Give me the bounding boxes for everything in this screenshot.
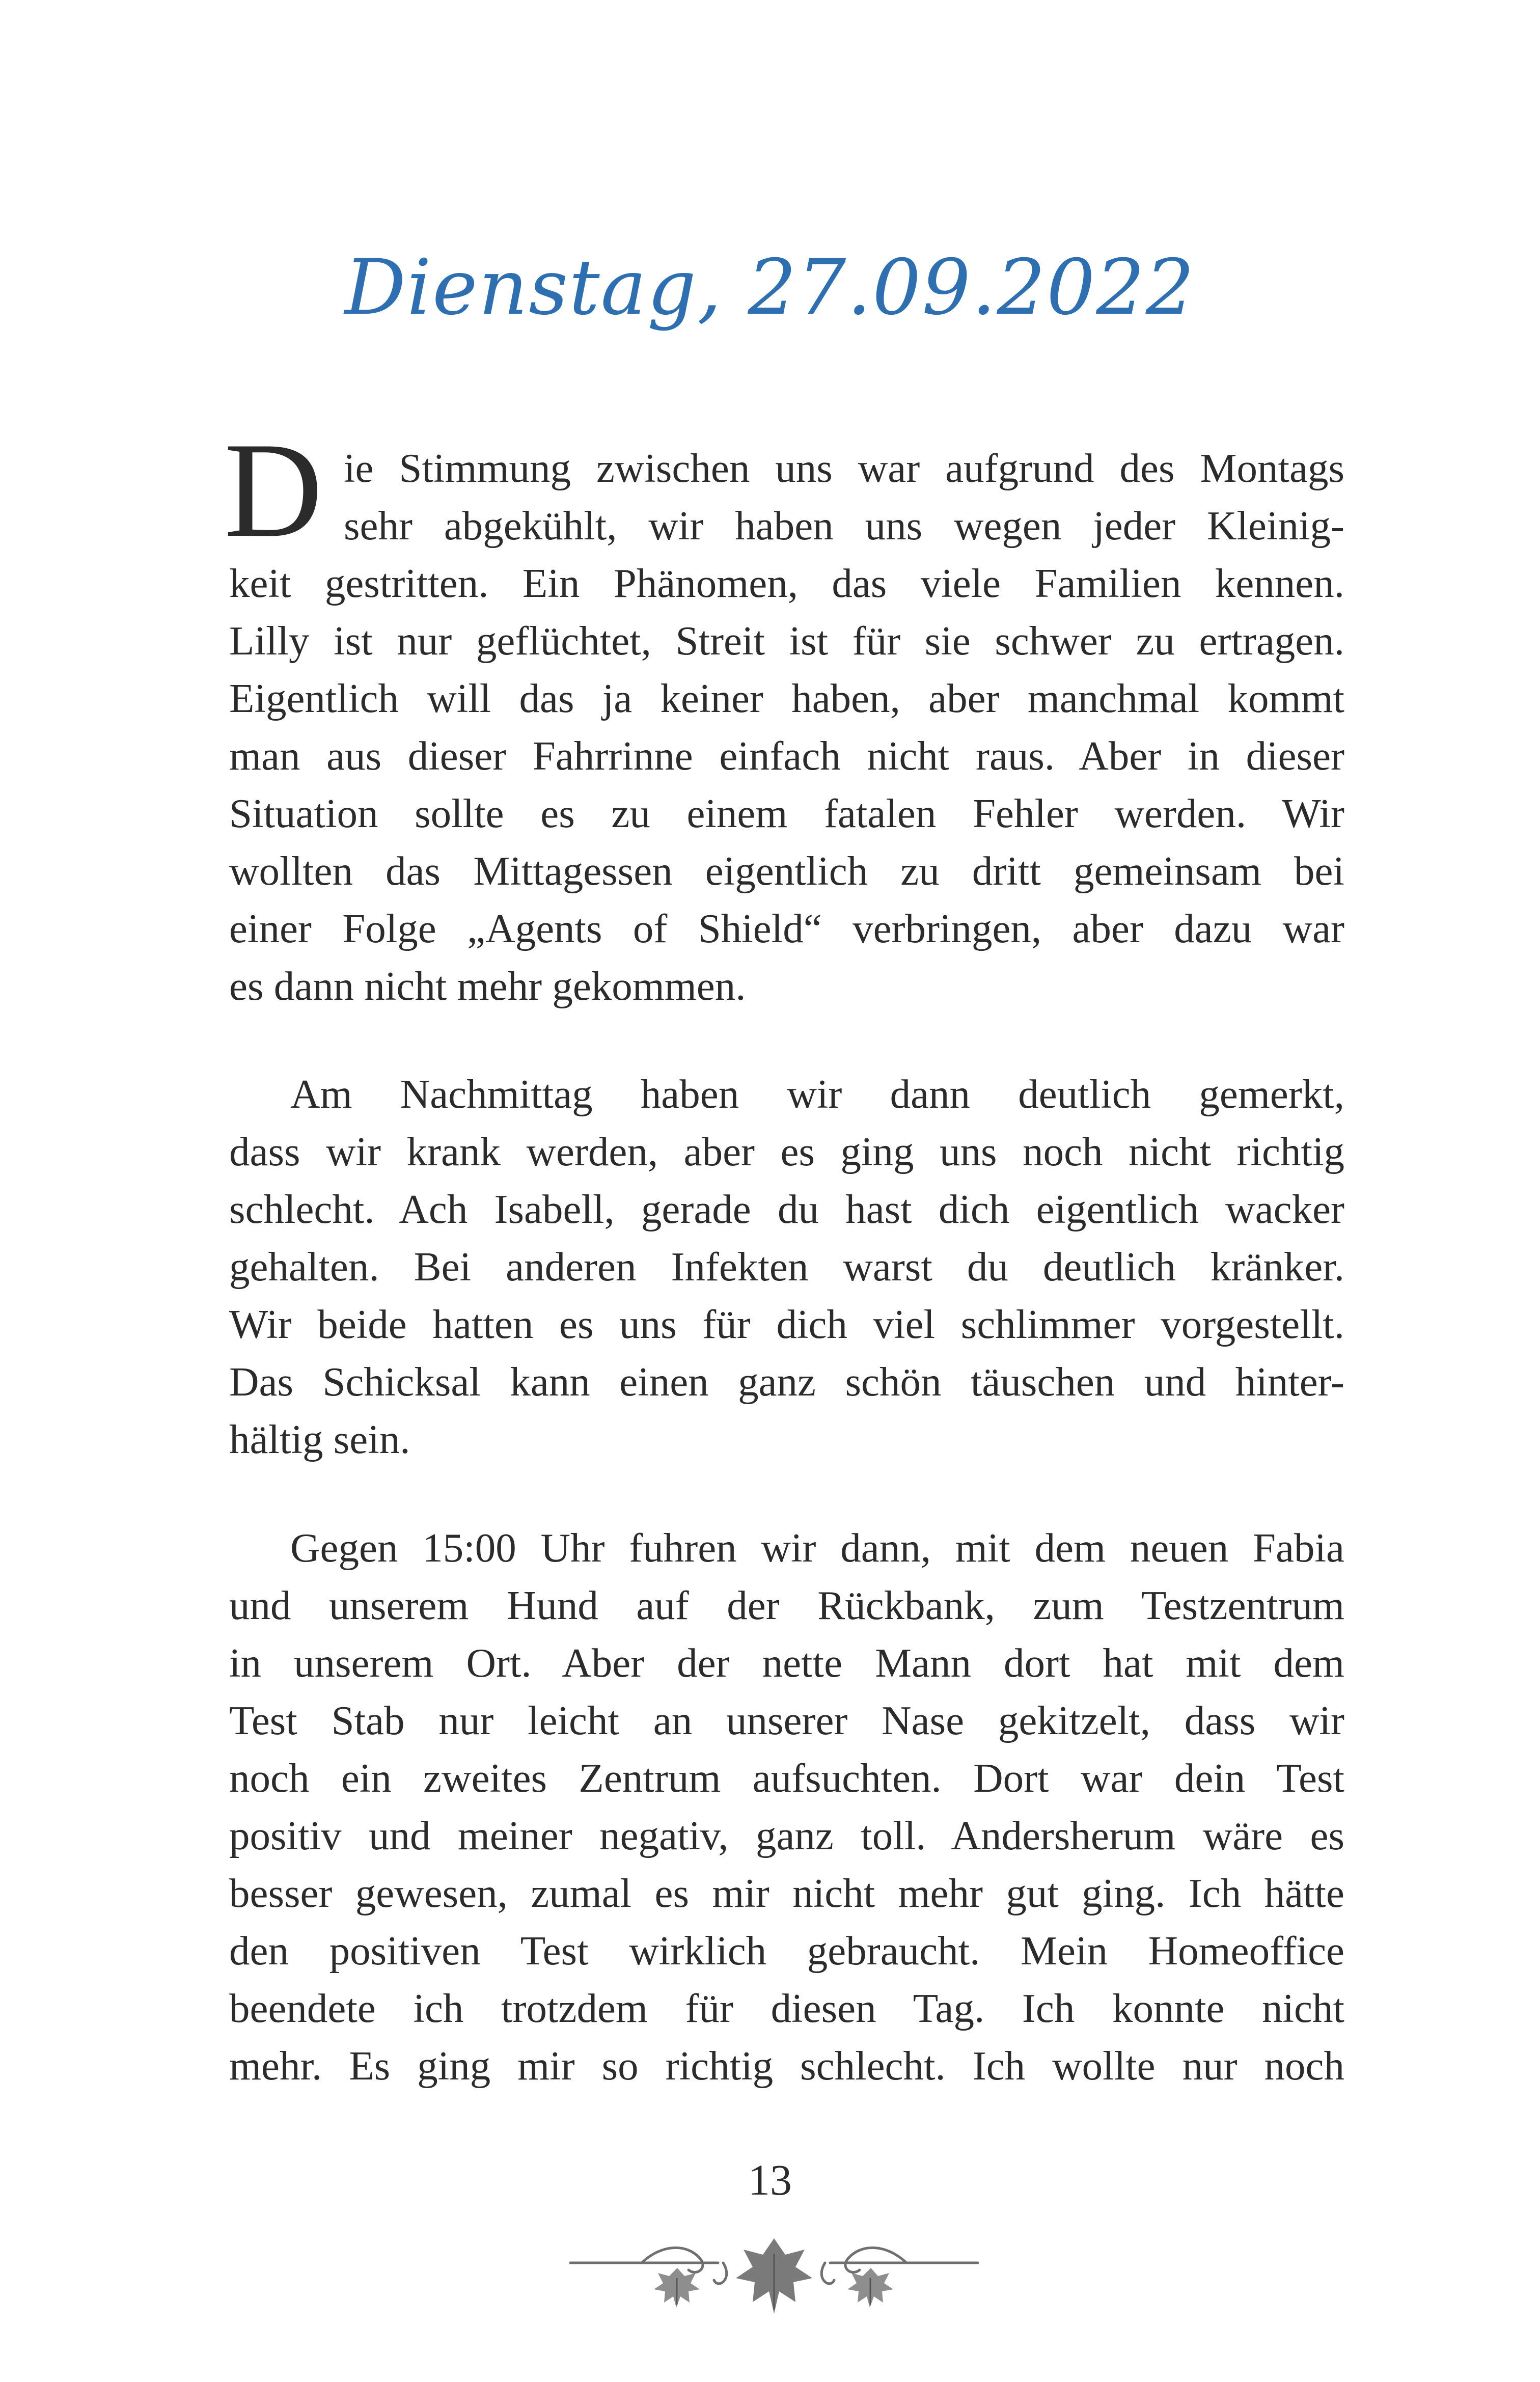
- paragraph-line: positiv und meiner negativ, ganz toll. Andersherum wäre es: [229, 1813, 1344, 1858]
- paragraph-2: [229, 1065, 1344, 1468]
- paragraph-1: [229, 440, 1344, 1015]
- paragraph-line: beendete ich trotzdem für diesen Tag. Ich konnte nicht: [229, 1985, 1344, 2031]
- paragraph-line: Test Stab nur leicht an unserer Nase gekitzelt, dass wir: [229, 1697, 1344, 1743]
- paragraph-line: schlecht. Ach Isabell, gerade du hast dich eigentlich wacker: [229, 1186, 1344, 1232]
- chapter-heading: Dienstag, 27.09.2022: [344, 243, 1196, 332]
- paragraph-line: und unserem Hund auf der Rückbank, zum Testzentrum: [229, 1582, 1344, 1628]
- paragraph-line: Am Nachmittag haben wir dann deutlich gemerkt,: [290, 1071, 1344, 1117]
- paragraph-line: man aus dieser Fahrrinne einfach nicht raus. Aber in dieser: [229, 733, 1344, 779]
- paragraph-line: wollten das Mittagessen eigentlich zu dritt gemeinsam bei: [229, 848, 1344, 894]
- paragraph-line: den positiven Test wirklich gebraucht. Mein Homeoffice: [229, 1928, 1344, 1974]
- paragraph-line: Wir beide hatten es uns für dich viel schlimmer vorgestellt.: [229, 1301, 1344, 1347]
- paragraph-line: Eigentlich will das ja keiner haben, aber manchmal kommt: [229, 675, 1344, 721]
- paragraph-line: Lilly ist nur geflüchtet, Streit ist für sie schwer zu ertragen.: [229, 618, 1344, 664]
- paragraph-line: keit gestritten. Ein Phänomen, das viele Familien kennen.: [229, 560, 1344, 606]
- paragraph-line: sehr abgekühlt, wir haben uns wegen jeder Kleinig-: [344, 503, 1344, 549]
- paragraph-line: hältig sein.: [229, 1416, 410, 1462]
- leaf-vine-ornament-icon: [565, 2223, 983, 2325]
- paragraph-line: dass wir krank werden, aber es ging uns noch nicht richtig: [229, 1129, 1344, 1174]
- paragraph-line: mehr. Es ging mir so richtig schlecht. Ich wollte nur noch: [229, 2043, 1344, 2089]
- page-number: 13: [748, 2155, 792, 2204]
- paragraph-line: es dann nicht mehr gekommen.: [229, 963, 746, 1009]
- paragraph-line: ie Stimmung zwischen uns war aufgrund des Montags: [344, 445, 1344, 491]
- drop-cap: D: [224, 414, 323, 565]
- paragraph-line: Situation sollte es zu einem fatalen Fehler werden. Wir: [229, 790, 1344, 836]
- paragraph-line: Das Schicksal kann einen ganz schön täuschen und hinter-: [229, 1359, 1344, 1405]
- paragraph-line: gehalten. Bei anderen Infekten warst du deutlich kränker.: [229, 1244, 1344, 1290]
- paragraph-line: in unserem Ort. Aber der nette Mann dort hat mit dem: [229, 1640, 1344, 1686]
- paragraph-line: noch ein zweites Zentrum aufsuchten. Dort war dein Test: [229, 1755, 1344, 1801]
- paragraph-line: Gegen 15:00 Uhr fuhren wir dann, mit dem neuen Fabia: [290, 1525, 1344, 1571]
- paragraph-line: einer Folge „Agents of Shield“ verbringen, aber dazu war: [229, 906, 1344, 951]
- paragraph-line: besser gewesen, zumal es mir nicht mehr gut ging. Ich hätte: [229, 1870, 1344, 1916]
- paragraph-3: [229, 1519, 1344, 2095]
